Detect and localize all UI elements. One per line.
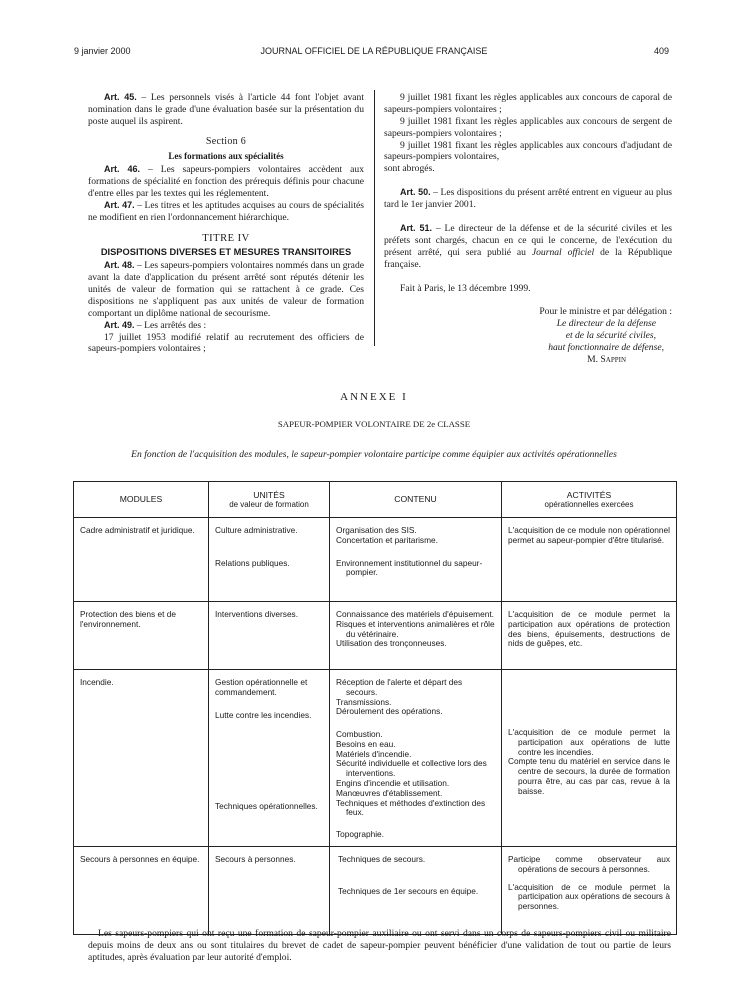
signature-line-1: Pour le ministre et par délégation : <box>539 306 672 318</box>
article-45-number: Art. 45. <box>104 92 137 102</box>
footer-paragraph: Les sapeurs-pompiers qui ont reçu une formation de sapeur-pompier auxiliaire ou ont servi dans un corps de sapeurs-pompiers civil ou militaire depuis moins de deux ans ou sont titulaires du brevet de cadet de sapeur-pompier peuvent bénéficier d'une validation de tout ou partie de leurs aptitudes, après évaluation par leur autorité d'emploi. <box>88 928 671 963</box>
unit-name: Gestion opérationnelle et commandement. <box>215 677 308 697</box>
content-item: Engins d'incendie et utilisation. <box>336 778 450 789</box>
table-row <box>74 602 677 670</box>
article-51-text-b: de la République française. <box>384 246 673 270</box>
article-51-text-a: – Le directeur de la défense et de la sécurité civiles et les préfets sont chargés, chacun en ce qui le concerne, de l'exécution du présent arrêté, qui sera publié au <box>384 223 672 258</box>
units-cell: Interventions diverses. <box>209 602 330 670</box>
article-49-line-1: 17 juillet 1953 modifié relatif au recrutement des officiers de sapeurs-pompiers volontaires ; <box>88 331 364 355</box>
journal-title: JOURNAL OFFICIEL DE LA RÉPUBLIQUE FRANÇAISE <box>260 46 488 56</box>
annex-table <box>73 481 677 935</box>
article-46 <box>88 164 364 200</box>
page-number: 409 <box>654 46 670 56</box>
content-cell <box>330 846 502 934</box>
content-item: Organisation des SIS. <box>336 525 417 535</box>
activity-item: L'acquisition de ce module permet la participation aux opérations de secours à personnes. <box>508 881 670 912</box>
titre-iv-heading: TITRE IV <box>202 232 250 244</box>
signature-block <box>384 306 672 365</box>
signature-line-4: haut fonctionnaire de défense, <box>548 342 664 354</box>
dispositions-heading: DISPOSITIONS DIVERSES ET MESURES TRANSITOIRES <box>100 246 352 257</box>
content-item: Combustion. <box>336 729 383 740</box>
activity-item: Compte tenu du matériel en service dans le centre de secours, la durée de formation pourra être, au cas par cas, revue à la baisse. <box>508 756 670 796</box>
article-47-text: – Les titres et les aptitudes acquises au cours de spécialités ne modifient en rien l'ordonnancement hiérarchique. <box>88 199 364 223</box>
content-item: Techniques et méthodes d'extinction des feux. <box>336 797 486 818</box>
left-column <box>88 92 364 355</box>
content-item: Utilisation des tronçonneuses. <box>336 638 447 649</box>
article-46-text: – Les sapeurs-pompiers volontaires accèdent aux formations de spécialité en fonction des prérequis définis pour chacune d'entre elles par les textes qui les réglementent. <box>88 164 364 199</box>
content-item: Environnement institutionnel du sapeur-pompier. <box>336 557 483 578</box>
article-45 <box>88 92 364 128</box>
table-header-row <box>74 482 677 518</box>
activity-cell <box>502 846 677 934</box>
decree-line-2: 9 juillet 1981 fixant les règles applicables aux concours de sergent de sapeurs-pompiers volontaires ; <box>384 115 672 139</box>
units-cell <box>209 518 330 602</box>
module-cell: Cadre administratif et juridique. <box>74 518 209 602</box>
annex-subtitle: SAPEUR-POMPIER VOLONTAIRE DE 2e CLASSE <box>277 419 471 429</box>
article-47 <box>88 200 364 224</box>
article-50-text: – Les dispositions du présent arrêté entrent en vigueur au plus tard le 1er janvier 2001. <box>384 187 672 211</box>
content-cell <box>330 670 502 847</box>
activity-cell <box>502 670 677 847</box>
header-contenu: CONTENU <box>330 482 502 518</box>
article-49 <box>88 320 364 332</box>
table-row <box>74 846 677 934</box>
units-cell <box>209 670 330 847</box>
content-item: Déroulement des opérations. <box>336 706 443 717</box>
unit-name: Culture administrative. <box>215 525 298 535</box>
content-item: Sécurité individuelle et collective lors des interventions. <box>336 758 487 779</box>
column-divider <box>374 90 375 346</box>
content-item: Techniques de secours. <box>338 853 426 864</box>
content-cell <box>330 518 502 602</box>
section-6-title: Section 6 <box>205 135 247 147</box>
content-item: Connaissance des matériels d'épuisement. <box>336 609 494 619</box>
content-item: Risques et interventions animalières et rôle du vétérinaire. <box>336 618 495 639</box>
table-row <box>74 518 677 602</box>
module-cell: Secours à personnes en équipe. <box>74 846 209 934</box>
article-48 <box>88 260 364 319</box>
content-item: Concertation et paritarisme. <box>336 534 438 545</box>
table-row <box>74 670 677 847</box>
header-unites-2: de valeur de formation <box>229 499 309 509</box>
decree-abroges: sont abrogés. <box>384 163 435 175</box>
header-unites-1: UNITÉS <box>253 489 285 500</box>
content-item: Réception de l'alerte et départ des secours. <box>336 677 463 697</box>
signature-line-3: et de la sécurité civiles, <box>565 330 656 342</box>
article-51-journal: Journal officiel <box>531 246 595 258</box>
annex-intro: En fonction de l'acquisition des modules, le sapeur-pompier volontaire participe comme équipier aux activités opérationnelles <box>131 449 617 460</box>
unit-name: Relations publiques. <box>215 557 290 568</box>
article-48-text: – Les sapeurs-pompiers volontaires nommés dans un grade avant la date d'application du présent arrêté sont réputés détenir les unités de valeur de formation qui se rattachent à ce grade. Ces dispositions ne s'appliquent pas aux unités de valeur de formation comportant un diplôme national de secourisme. <box>88 260 364 319</box>
header-activites-1: ACTIVITÉS <box>566 489 612 500</box>
module-cell: Protection des biens et de l'environnement. <box>74 602 209 670</box>
article-51-number: Art. 51. <box>400 223 432 234</box>
signature-name: M. Sappin <box>587 354 626 366</box>
decree-line-3: 9 juillet 1981 fixant les règles applicables aux concours d'adjudant de sapeurs-pompiers volontaires, <box>384 139 672 163</box>
activity-cell: L'acquisition de ce module non opérationnel permet au sapeur-pompier d'être titularisé. <box>502 518 677 602</box>
article-46-number: Art. 46. <box>104 164 141 175</box>
activity-item: Participe comme observateur aux opérations de secours à personnes. <box>508 853 670 874</box>
section-6-subtitle: Les formations aux spécialités <box>168 151 284 162</box>
article-50-number: Art. 50. <box>400 187 431 198</box>
right-column <box>384 92 672 366</box>
decree-line-1: 9 juillet 1981 fixant les règles applicables aux concours de caporal de sapeurs-pompiers volontaires ; <box>384 92 672 115</box>
fait-a-paris: Fait à Paris, le 13 décembre 1999. <box>400 282 531 294</box>
content-item: Techniques de 1er secours en équipe. <box>338 885 479 896</box>
header-activites-2: opérationnelles exercées <box>544 499 634 509</box>
article-49-text: – Les arrêtés des : <box>134 319 207 331</box>
activity-item: L'acquisition de ce module permet la participation aux opérations de lutte contre les incendies. <box>508 727 670 757</box>
content-item: Topographie. <box>336 829 384 840</box>
article-47-number: Art. 47. <box>104 199 135 210</box>
signature-line-2: Le directeur de la défense <box>556 318 656 330</box>
activity-cell: L'acquisition de ce module permet la participation aux opérations de protection des biens, épuisements, destructions de nids de guêpes, etc. <box>502 602 677 670</box>
content-item: Manœuvres d'établissement. <box>336 787 443 798</box>
header-activites <box>502 482 677 518</box>
content-item: Matériels d'incendie. <box>336 748 412 759</box>
content-item: Besoins en eau. <box>336 738 396 749</box>
article-51 <box>384 223 672 271</box>
content-cell <box>330 602 502 670</box>
article-49-number: Art. 49. <box>104 319 135 330</box>
article-50 <box>384 187 672 211</box>
header-date: 9 janvier 2000 <box>74 46 131 56</box>
annex-title: ANNEXE I <box>340 391 408 403</box>
footer-paragraph-block <box>88 928 671 964</box>
content-item: Transmissions. <box>336 696 392 707</box>
units-cell: Secours à personnes. <box>209 846 330 934</box>
header-modules: MODULES <box>74 482 209 518</box>
header-unites <box>209 482 330 518</box>
article-48-number: Art. 48. <box>104 260 135 271</box>
unit-name: Lutte contre les incendies. <box>215 709 312 720</box>
article-45-text: – Les personnels visés à l'article 44 font l'objet avant nomination dans le grade d'une évaluation basée sur la présentation du poste auquel ils aspirent. <box>88 92 364 127</box>
unit-name: Techniques opérationnelles. <box>215 801 318 812</box>
module-cell: Incendie. <box>74 670 209 847</box>
